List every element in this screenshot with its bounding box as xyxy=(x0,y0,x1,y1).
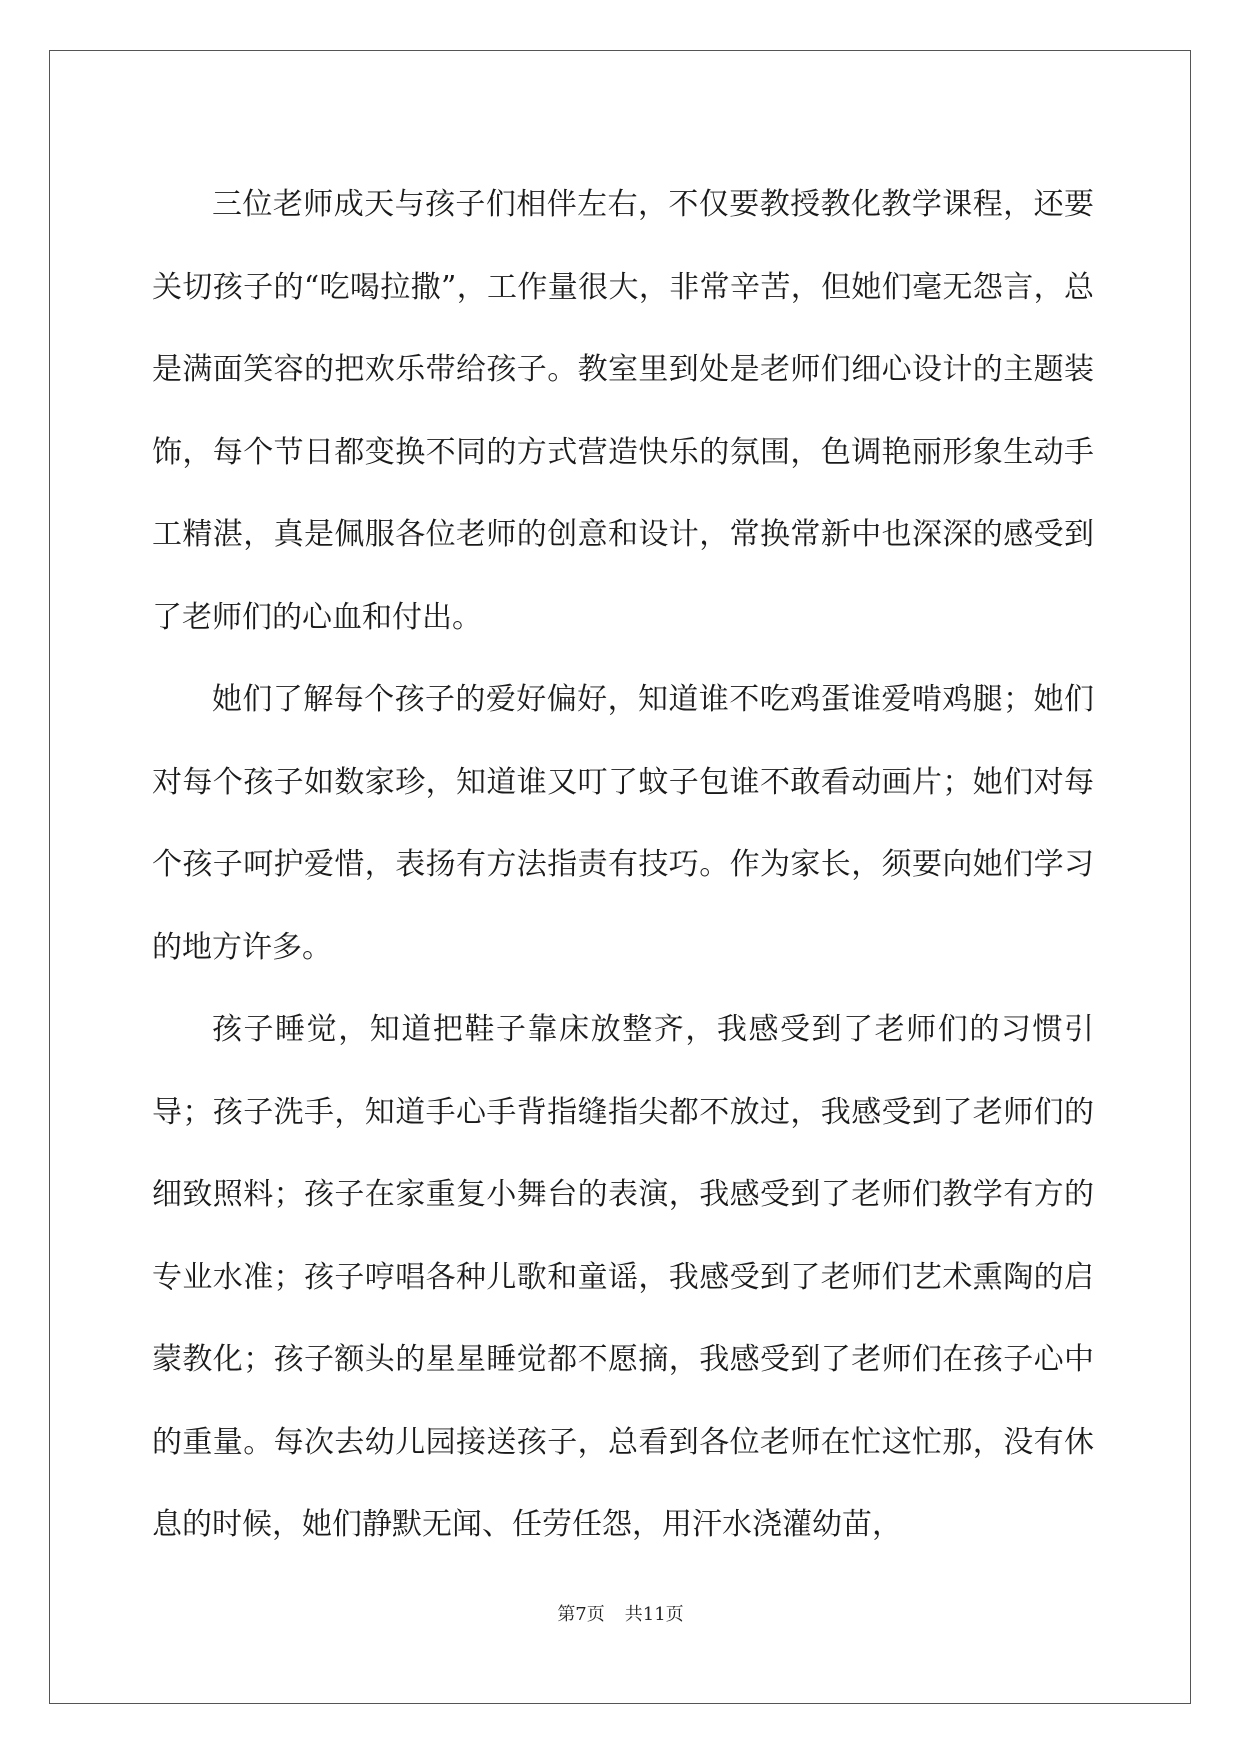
paragraph-3: 孩子睡觉，知道把鞋子靠床放整齐，我感受到了老师们的习惯引导；孩子洗手，知道手心手背指缝指尖都不放过，我感受到了老师们的细致照料；孩子在家重复小舞台的表演，我感受到了老师们教学有方的专业水准；孩子哼唱各种儿歌和童谣，我感受到了老师们艺术熏陶的启蒙教化；孩子额头的星星睡觉都不愿摘，我感受到了老师们在孩子心中的重量。每次去幼儿园接送孩子，总看到各位老师在忙这忙那，没有休息的时候，她们静默无闻、任劳任怨，用汗水浇灌幼苗， xyxy=(152,1012,1094,1542)
paragraph-2: 她们了解每个孩子的爱好偏好，知道谁不吃鸡蛋谁爱啃鸡腿；她们对每个孩子如数家珍，知道谁又叮了蚊子包谁不敢看动画片；她们对每个孩子呵护爱惜，表扬有方法指责有技巧。作为家长，须要向她们学习的地方许多。 xyxy=(152,682,1094,965)
paragraph-1: 三位老师成天与孩子们相伴左右，不仅要教授教化教学课程，还要关切孩子的“吃喝拉撒”，工作量很大，非常辛苦，但她们毫无怨言，总是满面笑容的把欢乐带给孩子。教室里到处是老师们细心设计的主题装饰，每个节日都变换不同的方式营造快乐的氛围，色调艳丽形象生动手工精湛，真是佩服各位老师的创意和设计，常换常新中也深深的感受到了老师们的心血和付出。 xyxy=(152,187,1094,635)
page-number: 第7页 xyxy=(557,1604,605,1625)
document-body xyxy=(152,164,1094,1567)
page-total: 共11页 xyxy=(624,1604,684,1625)
page-footer xyxy=(0,1600,1241,1626)
